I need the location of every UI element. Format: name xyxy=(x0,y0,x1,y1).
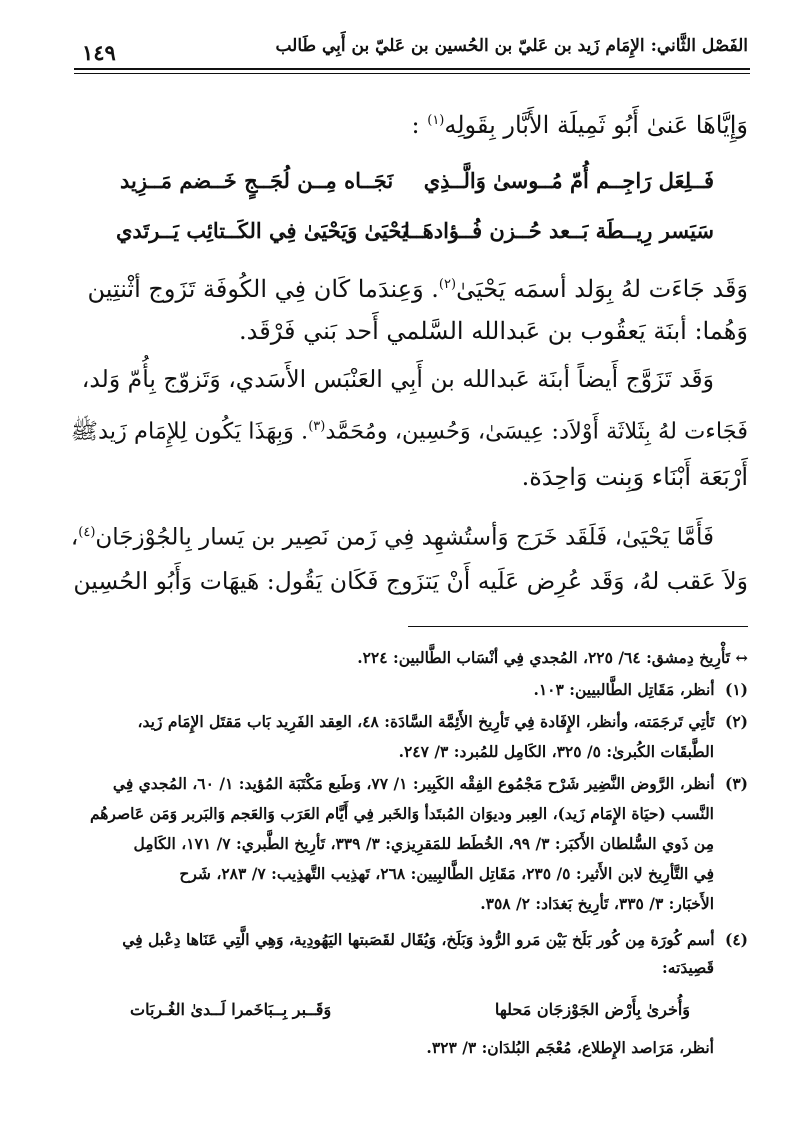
footnote-text: تَأتِي تَرجَمَته، وأنظر، الإِفَادة فِي تَأرِيخ الأَئِمَّة السَّادَة: ٤٨، العِقد الفَرِيد بَاب مَقتَل الإِمَام زَيد، xyxy=(137,712,715,731)
verse-2-second-hemistich: يَحْيَىٰ وَيَحْيَىٰ فِي الكَــتائِب يَــرتَدي xyxy=(116,218,408,243)
running-header-title: الفَصْل الثَّاني: الإِمَام زَيد بن عَليّ بن الحُسين بن عَليّ بن أَبِي طَالب xyxy=(275,36,748,56)
header-rule-thick xyxy=(74,68,750,70)
verse-1-second-hemistich: نَجَــاه مِــن لُجَــجٍ خَــضم مَــزِيد xyxy=(120,168,394,193)
footnote-1 xyxy=(66,680,748,700)
body-line-5 xyxy=(70,412,748,447)
body-line-3: وَهُما: أبنَة يَعقُوب بن عَبدالله السَّلمي أَحد بَني فَرْقَد. xyxy=(239,317,748,345)
footnote-marker[interactable]: (٢) xyxy=(438,277,457,292)
footnote-marker[interactable]: (٣) xyxy=(308,419,326,434)
footnote-3-line-5: الأَخبَار: ٣/ ٣٣٥، تَأرِيخ بَغدَاد: ٢/ ٣٥٨. xyxy=(480,894,714,913)
footnote-3-line-3: مِن ذَوي السُّلطان الأَكبَر: ٣/ ٩٩، الخُطَط للمَقرِيزي: ٣/ ٣٣٩، تَأرِيخ الطَّبري: ٧/ ١٧١، الكَامِل xyxy=(133,834,714,853)
footnote-text: أنظر، الرَّوض النَّضِير شَرْح مَجْمُوع الفِقْه الكَبِير: ١/ ٧٧، وَطَبع مَكْتَبَة المُؤيد: ١/ ٦٠، المُجدي فِي xyxy=(112,774,715,793)
body-line-7 xyxy=(70,518,714,553)
footnote-3-line-1 xyxy=(66,774,748,794)
footnote-number: (٤) xyxy=(724,930,748,949)
body-text: وَقَد جَاءَت لهُ بِوَلد أسمَه يَحْيَىٰ xyxy=(456,275,748,303)
footnote-4-verse-second-hemistich: وَقَــبر بِــبَاخَمرا لَــدىٰ الغُـربَات xyxy=(130,1000,332,1019)
footnote-text: تَأْرِيخ دِمشق: ٦٤/ ٢٢٥، المُجدي فِي أنْسَاب الطَّالبين: ٢٢٤. xyxy=(357,648,731,667)
footnote-2-line-2: الطَّبقَات الكُبرىٰ: ٥/ ٣٢٥، الكَامِل للمُبرد: ٣/ ٢٤٧. xyxy=(398,742,714,761)
double-arrow-icon: ↔ xyxy=(735,649,748,667)
page-number: ١٤٩ xyxy=(82,40,116,65)
body-line-6: أَرْبَعَة أَبْنَاء وَبِنت وَاحِدَة. xyxy=(521,463,748,491)
footnote-number: (١) xyxy=(724,680,748,699)
body-line-1 xyxy=(70,106,748,140)
body-line-4: وَقَد تَزَوَّج أَيضاً أبنَة عَبدالله بن أَبِي العَنْبَس الأَسَدي، وَتَزوّج بِأُمّ وَلد، xyxy=(81,365,714,393)
footnote-4-line-2: قَصِيدَته: xyxy=(661,958,714,977)
body-text: فَأَمَّا يَحْيَىٰ، فَلَقَد خَرَج وَأستُشهِد فِي زَمن نَصِير بن يَسار بِالجُوْزجَان xyxy=(95,524,714,551)
footnote-4-line-1 xyxy=(66,930,748,950)
body-line-2 xyxy=(70,270,748,304)
header-rule-thin xyxy=(74,73,750,74)
footnote-4-line-3: أنظر، مَرَاصد الإِطلاع، مُعْجَم البُلدَان: ٣/ ٣٢٣. xyxy=(426,1038,714,1057)
body-line-8: وَلاَ عَقب لهُ، وَقَد عُرِض عَلَيه أَنْ يَتزَوج فَكَان يَقُول: هَيهَات وَأَبُو الحُسِين xyxy=(73,567,748,595)
body-text: فَجَاءت لهُ بِثَلاثَة أَوْلاَد: عِيسَىٰ، وَحُسِين، ومُحَمَّد xyxy=(325,418,748,445)
footnote-text: أنظر، مَقَاتِل الطَّالبيين: ١٠٣. xyxy=(533,680,715,699)
footnote-4-verse-first-hemistich: وَأُخرىٰ بِأَرْض الجَوْزجَان مَحلها xyxy=(494,1000,690,1019)
footnote-number: (٣) xyxy=(724,774,748,793)
footnote-2-line-1 xyxy=(66,712,748,732)
footnote-marker[interactable]: (١) xyxy=(427,113,445,128)
body-text: . وَعِندَما كَان فِي الكُوفَة تَزَوج أثْنتِين xyxy=(87,275,439,303)
body-text: . وَبِهَذَا يَكُون لِلإِمَام زَيدﷺ xyxy=(70,418,309,445)
footnote-3-line-4: فِي التَّأرِيخ لابن الأَثير: ٥/ ٢٣٥، مَقَاتِل الطَّالبِيين: ٢٦٨، تَهذِيب التَّهذِيب: ٧/ ٢٨٣، شَرح xyxy=(179,864,714,883)
footnote-marker[interactable]: (٤) xyxy=(78,525,96,540)
footnote-0 xyxy=(66,648,748,668)
footnote-number: (٢) xyxy=(724,712,748,731)
verse-2-first-hemistich: سَيَسر رِيــطَة بَــعد حُــزن فُــؤادهَــا xyxy=(403,218,714,243)
footnote-text: أسم كُورَة مِن كُور بَلَخ بَيْن مَرو الرُّوذ وَبَلَخ، وَيُقَال لقَصَبتها اليَهُودِية، وَهِي الَّتِي عَنَاها دِعْبل فِي xyxy=(122,930,715,949)
body-text-end: : xyxy=(411,111,420,139)
body-text-end: ، xyxy=(70,524,79,551)
verse-1-first-hemistich: فَــلِعَل رَاجِــم أُمّ مُــوسىٰ وَالَّــذِي xyxy=(423,168,714,193)
footnote-3-line-2: النَّسب (حيَاة الإِمَام زَيد)، العِبر وديوَان المُبتَدأ وَالخَبر فِي أَيَّام العَرَب وَالعَجم وَالبَربر وَمَن عَاصرهُم xyxy=(89,804,714,823)
footnote-separator xyxy=(408,626,748,627)
body-text: وَإِيَّاهَا عَنىٰ أَبُو ثَمِيلَة الأَبَّار بِقَولِه xyxy=(444,111,748,139)
